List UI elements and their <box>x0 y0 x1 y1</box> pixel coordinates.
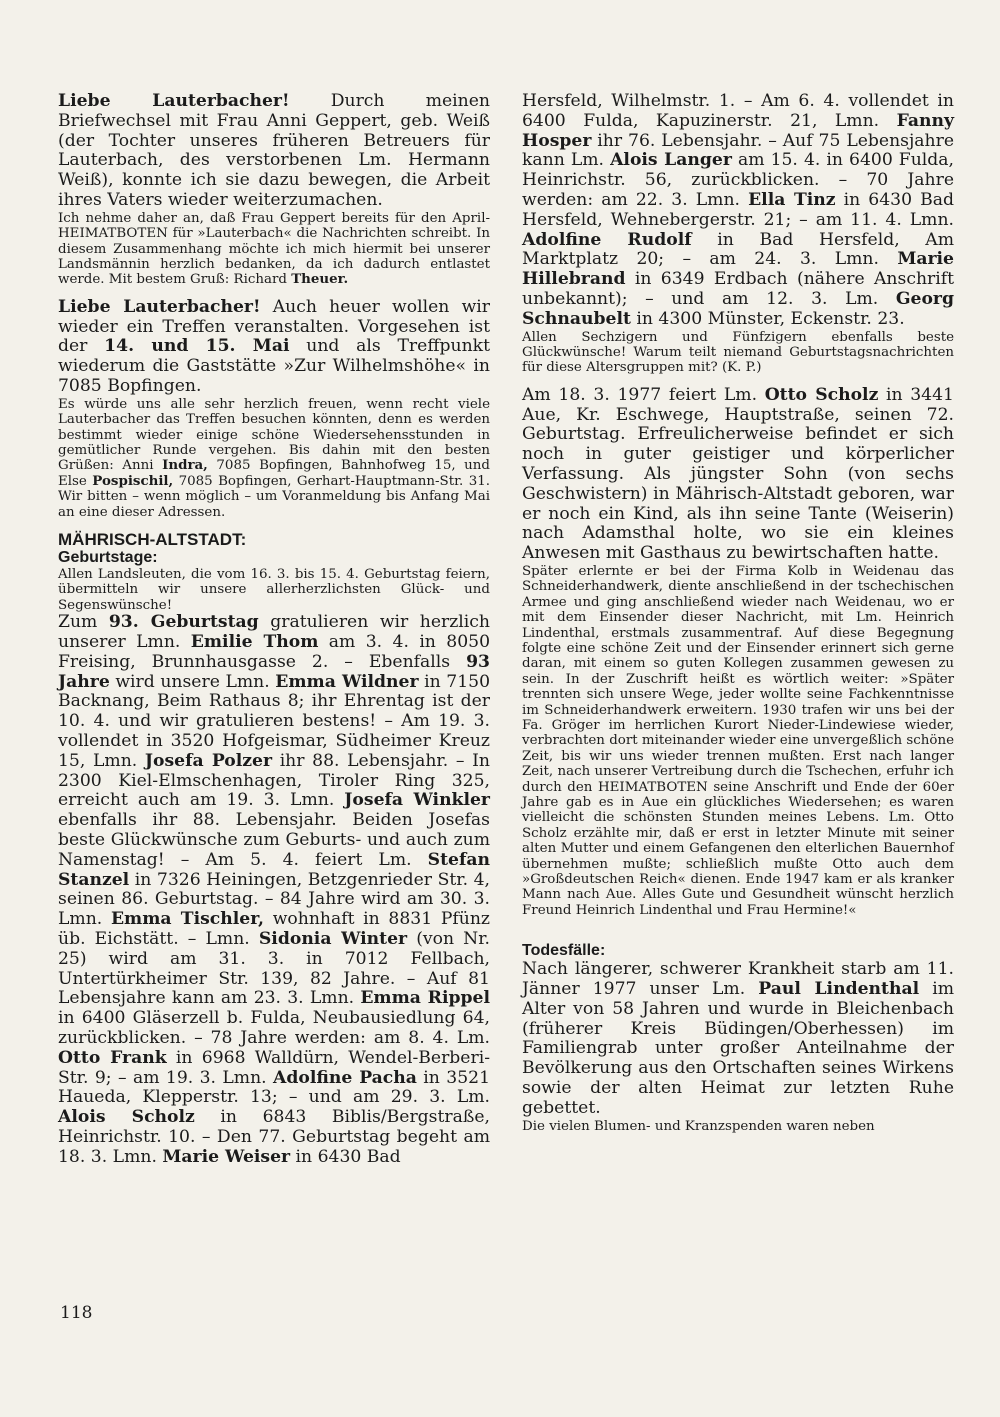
text-run: in 6430 Bad Hersfeld, Wehnebergerstr. 21; – am 11. 4. Lmn. <box>522 189 954 230</box>
bold-name: 93. Geburtstag <box>108 612 259 633</box>
text-run: Allen Landsleuten, die vom 16. 3. bis 15. 4. Geburtstag feiern, übermitteln wir unsere allerherzlichsten Glück- und Segenswünsche! <box>58 567 490 613</box>
text-run: ebenfalls ihr 88. Lebensjahr. Beiden Josefas beste Glückwünsche zum Geburts- und auch zum Namenstag! – Am 5. 4. feiert Lm. <box>58 810 490 870</box>
section-heading: MÄHRISCH-ALTSTADT: <box>58 530 247 550</box>
paragraph-paul-lindenthal <box>522 960 954 1118</box>
text-run: und als Treffpunkt wiederum die Gaststätte »Zur Wilhelmshöhe« in 7085 Bopfingen. <box>58 336 490 396</box>
text-run: in 7150 Backnang, Beim Rathaus 8; ihr Ehrentag ist der 10. 4. und wir gratulieren bestens! – Am 19. 3. vollendet in 3520 Hofgeismar, Südheimer Kreuz 15, Lmn. <box>58 671 491 771</box>
subsection-heading-birthdays: Geburtstage: <box>58 549 158 567</box>
paragraph-otto-scholz-story <box>522 564 954 918</box>
text-run: Ich nehme daher an, daß Frau Geppert bereits für den April-HEIMATBOTEN für »Lauterbach« die Nachrichten schreibt. In diesem Zusammenhang möchte ich mich hiermit bei unserer Landsmännin herzlich bedanken, da ich dadurch entlastet werde. Mit bestem Gruß: Richard <box>58 210 490 288</box>
bold-name: 14. und 15. Mai <box>104 336 290 357</box>
paragraph-lauterbach-3 <box>58 298 490 397</box>
text-run: in 6430 Bad <box>290 1146 401 1167</box>
text-run: 7085 Bopfingen, Gerhart-Hauptmann-Str. 31. Wir bitten – wenn möglich – um Voranmeldung bis Anfang Mai an eine dieser Adressen. <box>58 473 490 520</box>
bold-name: Stefan Stanzel <box>58 849 490 890</box>
page-number: 118 <box>60 1303 93 1323</box>
paragraph-birthday-greeting <box>58 567 490 613</box>
bold-name: Josefa Winkler <box>344 790 490 811</box>
text-run: in 7326 Heiningen, Betzgenrieder Str. 4, seinen 86. Geburtstag. – 84 Jahre wird am 30. 3. Lmn. <box>58 869 490 930</box>
right-column <box>522 92 954 1134</box>
bold-name: Otto Frank <box>58 1047 167 1068</box>
bold-name: Marie Weiser <box>162 1146 291 1167</box>
text-run: in 6968 Walldürn, Wendel-Berberi-Str. 9; – am 19. 3. Lmn. <box>58 1047 491 1088</box>
text-run: Durch meinen Briefwechsel mit Frau Anni Geppert, geb. Weiß (der Tochter unseres früheren Betreuers für Lauterbach, des verstorbenen Lm. Hermann Weiß), konnte ich sie dazu bewegen, die Arbeit ihres Vaters wieder weiterzumachen. <box>58 91 490 210</box>
text-run: Später erlernte er bei der Firma Kolb in Weidenau das Schneiderhandwerk, diente anschließend in der tschechischen Armee und ging anschließend wieder nach Weidenau, wo er mit dem Einsender dieser Nachricht, mit Lm. Heinrich Lindenthal, erstmals zusammentraf. Auf diese Begegnung folgte eine schöne Zeit und der Einsender erinnert sich gerne daran, mit einem so guten Kollegen zusammen gewesen zu sein. In der Zuschrift heißt es wörtlich weiter: »Später trennten sich unsere Wege, jeder wollte seine Fachkenntnisse im Schneiderhandwerk erweitern. 1930 trafen wir uns bei der Fa. Gröger im herrlichen Kurort Nieder-Lindewiese wieder, verbrachten dort miteinander wieder eine unvergeßlich schöne Zeit, bis wir uns wieder trennen mußten. Erst nach langer Zeit, nach unserer Vertreibung durch die Tschechen, erfuhr ich durch den HEIMATBOTEN seine Anschrift und Ende der 60er Jahre gab es in Aue ein glückliches Wiedersehen; es waren vielleicht die schönsten Stunden meines Lebens. Lm. Otto Scholz erzählte mir, daß er erst in letzter Minute mit seiner alten Mutter und einem Gefangenen den elterlichen Bauernhof übernehmen mußte; schließlich mußte Otto auch dem »Großdeutschen Reich« dienen. Ende 1947 kam er als kranker Mann nach Aue. Alles Gute und Gesundheit wünscht herzlich Freund Heinrich Lindenthal und Frau Hermine!« <box>522 563 954 918</box>
text-run: in 4300 Münster, Eckenstr. 23. <box>630 308 905 329</box>
bold-name: 93 Jahre <box>58 651 490 692</box>
text-run: Hersfeld, Wilhelmstr. 1. – Am 6. 4. vollendet in 6400 Fulda, Kapuzinerstr. 21, Lmn. <box>522 91 954 131</box>
bold-name: Adolfine Rudolf <box>522 229 692 250</box>
paragraph-lauterbach-2 <box>58 211 490 288</box>
text-run: wird unsere Lmn. <box>109 671 276 692</box>
bold-name: Paul Lindenthal <box>758 979 920 1000</box>
bold-name: Emma Rippel <box>360 988 490 1009</box>
text-run: in 6400 Gläserzell b. Fulda, Neubausiedlung 64, zurückblicken. – 78 Jahre werden: am 8. 4. Lm. <box>58 1008 490 1048</box>
paragraph-flowers <box>522 1119 954 1134</box>
bold-name: Otto Scholz <box>764 384 879 405</box>
paragraph-birthday-list <box>58 613 490 1167</box>
text-run: (von Nr. 25) wird am 31. 3. in 7012 Fellbach, Untertürkheimer Str. 139, 82 Jahre. – Auf 81 Lebensjahre kann am 23. 3. Lmn. <box>58 929 491 1009</box>
paragraph-birthday-list-cont <box>522 92 954 330</box>
bold-name: Pospischil, <box>92 472 174 489</box>
text-run: Nach längerer, schwerer Krankheit starb am 11. Jänner 1977 unser Lm. <box>522 959 954 1000</box>
bold-name: Liebe Lauterbacher! <box>58 296 261 317</box>
subsection-heading-deaths: Todesfälle: <box>522 942 606 960</box>
bold-name: Fanny Hosper <box>522 110 954 151</box>
paragraph-lauterbach-1 <box>58 92 490 211</box>
bold-name: Alois Langer <box>610 150 732 171</box>
bold-name: Indra, <box>162 457 208 474</box>
bold-name: Sidonia Winter <box>258 929 408 950</box>
paragraph-otto-scholz <box>522 386 954 564</box>
text-run: wohnhaft in 8831 Pfünz üb. Eichstätt. – Lmn. <box>58 909 490 950</box>
left-column <box>58 92 490 1168</box>
text-run: am 3. 4. in 8050 Freising, Brunnhausgasse 2. – Ebenfalls <box>58 632 491 672</box>
bold-name: Ella Tinz <box>748 189 836 210</box>
bold-name: Alois Scholz <box>58 1107 195 1128</box>
bold-name: Emma Tischler, <box>110 909 264 930</box>
text-run: Die vielen Blumen- und Kranzspenden waren neben <box>522 1118 875 1134</box>
bold-name: Josefa Polzer <box>144 750 273 771</box>
text-run: im Alter von 58 Jahren und wurde in Bleichenbach (früherer Kreis Büdingen/Oberhessen) im Familiengrab unter großer Anteilnahme der Bevölkerung aus den Ortschaften seines Wirkens sowie der alten Heimat zur letzten Ruhe gebettet. <box>522 979 954 1118</box>
text-run: in Bad Hersfeld, Am Marktplatz 20; – am 24. 3. Lmn. <box>522 229 955 270</box>
text-run: am 15. 4. in 6400 Fulda, Heinrichstr. 56, zurückblicken. – 70 Jahre werden: am 22. 3. Lmn. <box>522 150 955 210</box>
text-run: Am 18. 3. 1977 feiert Lm. <box>522 384 765 405</box>
bold-name: Theuer. <box>291 271 349 288</box>
text-run: ihr 88. Lebensjahr. – In 2300 Kiel-Elmschenhagen, Tiroler Ring 325, erreicht auch am 19. 3. Lmn. <box>58 750 490 811</box>
text-run: Auch heuer wollen wir wieder ein Treffen veranstalten. Vorgesehen ist der <box>58 296 490 357</box>
text-run: gratulieren wir herzlich unserer Lmn. <box>58 612 490 653</box>
bold-name: Adolfine Pacha <box>273 1067 417 1088</box>
paragraph-lauterbach-4 <box>58 397 490 520</box>
text-run: Es würde uns alle sehr herzlich freuen, wenn recht viele Lauterbacher das Treffen besuchen könnten, denn es werden bestimmt wieder einige schöne Wiedersehensstunden in gemütlicher Runde vergehen. Bis dahin mit den besten Grüßen: Anni <box>58 396 490 474</box>
text-run: in 6349 Erdbach (nähere Anschrift unbekannt); – und am 12. 3. Lm. <box>522 269 954 309</box>
bold-name: Emma Wildner <box>275 671 419 692</box>
text-run: ihr 76. Lebensjahr. – Auf 75 Lebensjahre kann Lm. <box>522 130 954 171</box>
paragraph-age-groups <box>522 330 954 376</box>
bold-name: Liebe Lauterbacher! <box>58 91 290 111</box>
text-run: Zum <box>58 612 109 633</box>
bold-name: Emilie Thom <box>190 632 319 653</box>
bold-name: Marie Hillebrand <box>522 249 954 290</box>
text-run: Allen Sechzigern und Fünfzigern ebenfalls beste Glückwünsche! Warum teilt niemand Geburtstagsnachrichten für diese Altersgruppen mit? (K. P.) <box>522 329 954 376</box>
bold-name: Georg Schnaubelt <box>522 288 954 329</box>
text-run: in 3521 Haueda, Klepperstr. 13; – und am 29. 3. Lm. <box>58 1067 491 1108</box>
text-run: in 3441 Aue, Kr. Eschwege, Hauptstraße, seinen 72. Geburtstag. Erfreulicherweise befindet er sich noch in guter geistiger und körperlicher Verfassung. Als jüngster Sohn (von sechs Geschwistern) in Mährisch-Altstadt geboren, war er noch ein Kind, als ihn seine Tante (Weiserin) nach Adamsthal holte, wo sie ein kleines Anwesen mit Gasthaus zu bewirtschaften hatte. <box>522 384 954 564</box>
text-run: 7085 Bopfingen, Bahnhofweg 15, und Else <box>58 458 490 489</box>
text-run: in 6843 Biblis/Bergstraße, Heinrichstr. 10. – Den 77. Geburtstag begeht am 18. 3. Lmn. <box>58 1107 490 1167</box>
